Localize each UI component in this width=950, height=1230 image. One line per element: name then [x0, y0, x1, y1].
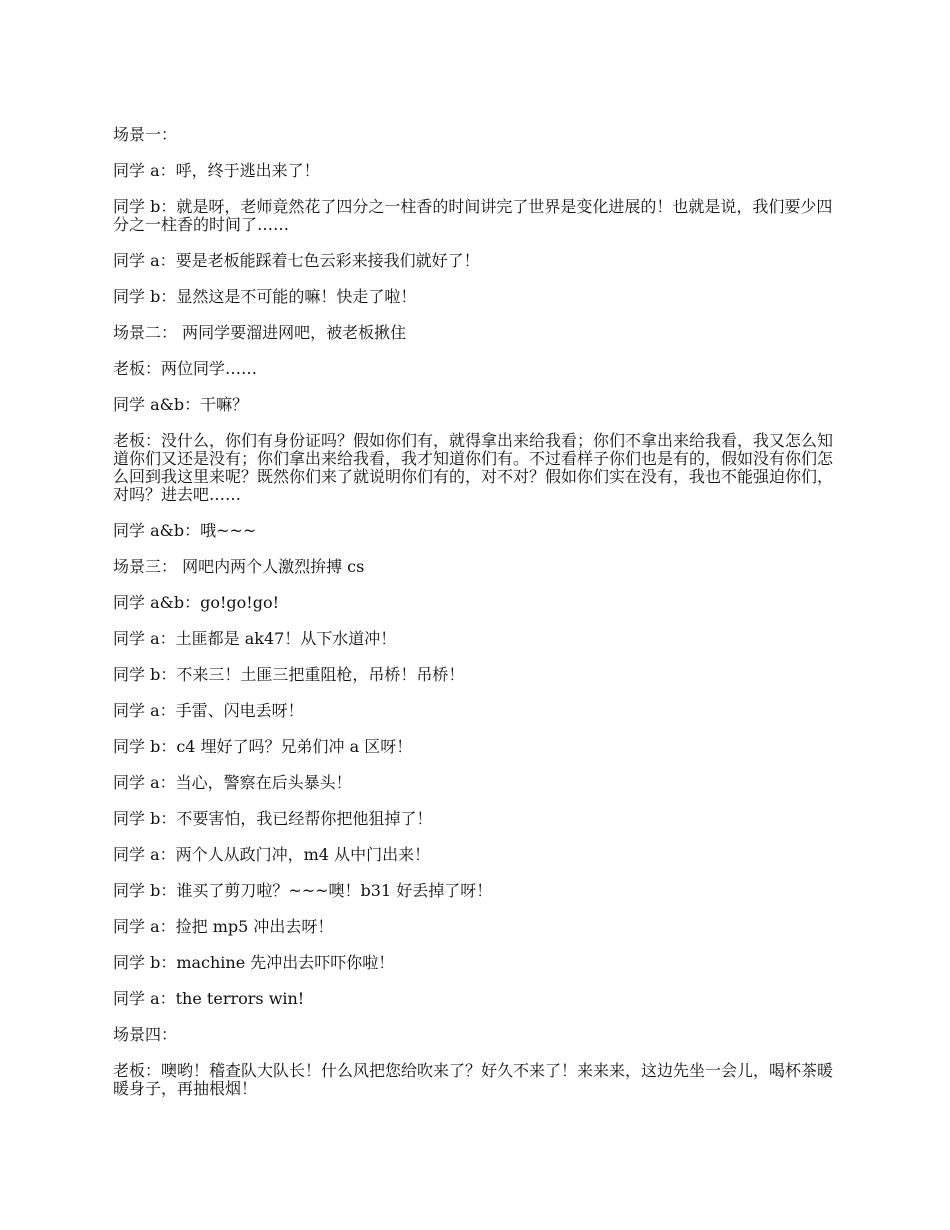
dialogue-line: 同学 a&b：go!go!go! — [113, 593, 280, 612]
scene-heading: 场景二： 两同学要溜进网吧，被老板揪住 — [113, 323, 407, 342]
dialogue-line: 同学 a：the terrors win! — [113, 989, 305, 1008]
document-body — [113, 126, 841, 1116]
dialogue-line: 同学 a：当心，警察在后头暴头！ — [113, 773, 352, 792]
dialogue-line: 同学 b：c4 埋好了吗？兄弟们冲 a 区呀！ — [113, 737, 413, 756]
dialogue-line: 同学 a&b：干嘛？ — [113, 395, 249, 414]
dialogue-line: 同学 a：呼，终于逃出来了！ — [113, 161, 320, 180]
scene-heading: 场景四： — [113, 1025, 178, 1044]
scene-heading: 场景三： 网吧内两个人激烈拚搏 cs — [113, 557, 365, 576]
dialogue-line: 同学 a：两个人从政门冲，m4 从中门出来！ — [113, 845, 431, 864]
dialogue-line: 同学 a：手雷、闪电丢呀！ — [113, 701, 304, 720]
dialogue-line: 同学 b：不要害怕，我已经帮你把他狙掉了！ — [113, 809, 433, 828]
dialogue-line: 老板：两位同学…… — [113, 359, 258, 378]
dialogue-line: 同学 b：谁买了剪刀啦？~~~噢！b31 好丢掉了呀！ — [113, 881, 493, 900]
dialogue-line: 老板：没什么，你们有身份证吗？假如你们有，就得拿出来给我看；你们不拿出来给我看，我又怎么知道你们又还是没有；你们拿出来给我看，我才知道你们有。不过看样子你们也是有的，假如没有你们怎么回到我这里来呢？既然你们来了就说明你们有的，对不对？假如你们实在没有，我也不能强迫你们，对吗？进去吧…… — [113, 431, 834, 504]
dialogue-line: 同学 a：捡把 mp5 冲出去呀！ — [113, 917, 334, 936]
dialogue-line: 老板：噢哟！稽查队大队长！什么风把您给吹来了？好久不来了！来来来，这边先坐一会儿，喝杯茶暖暖身子，再抽根烟！ — [113, 1061, 834, 1098]
dialogue-line: 同学 a&b：哦~~~ — [113, 521, 257, 540]
dialogue-line: 同学 b：就是呀，老师竟然花了四分之一柱香的时间讲完了世界是变化进展的！也就是说，我们要少四分之一柱香的时间了…… — [113, 197, 833, 234]
dialogue-line: 同学 a：土匪都是 ak47！从下水道冲！ — [113, 629, 397, 648]
dialogue-line: 同学 b：不来三！土匪三把重阻枪，吊桥！吊桥！ — [113, 665, 465, 684]
dialogue-line: 同学 a：要是老板能踩着七色云彩来接我们就好了！ — [113, 251, 480, 270]
dialogue-line: 同学 b：machine 先冲出去吓吓你啦！ — [113, 953, 395, 972]
dialogue-line: 同学 b：显然这是不可能的嘛！快走了啦！ — [113, 287, 417, 306]
scene-heading: 场景一： — [113, 125, 178, 144]
